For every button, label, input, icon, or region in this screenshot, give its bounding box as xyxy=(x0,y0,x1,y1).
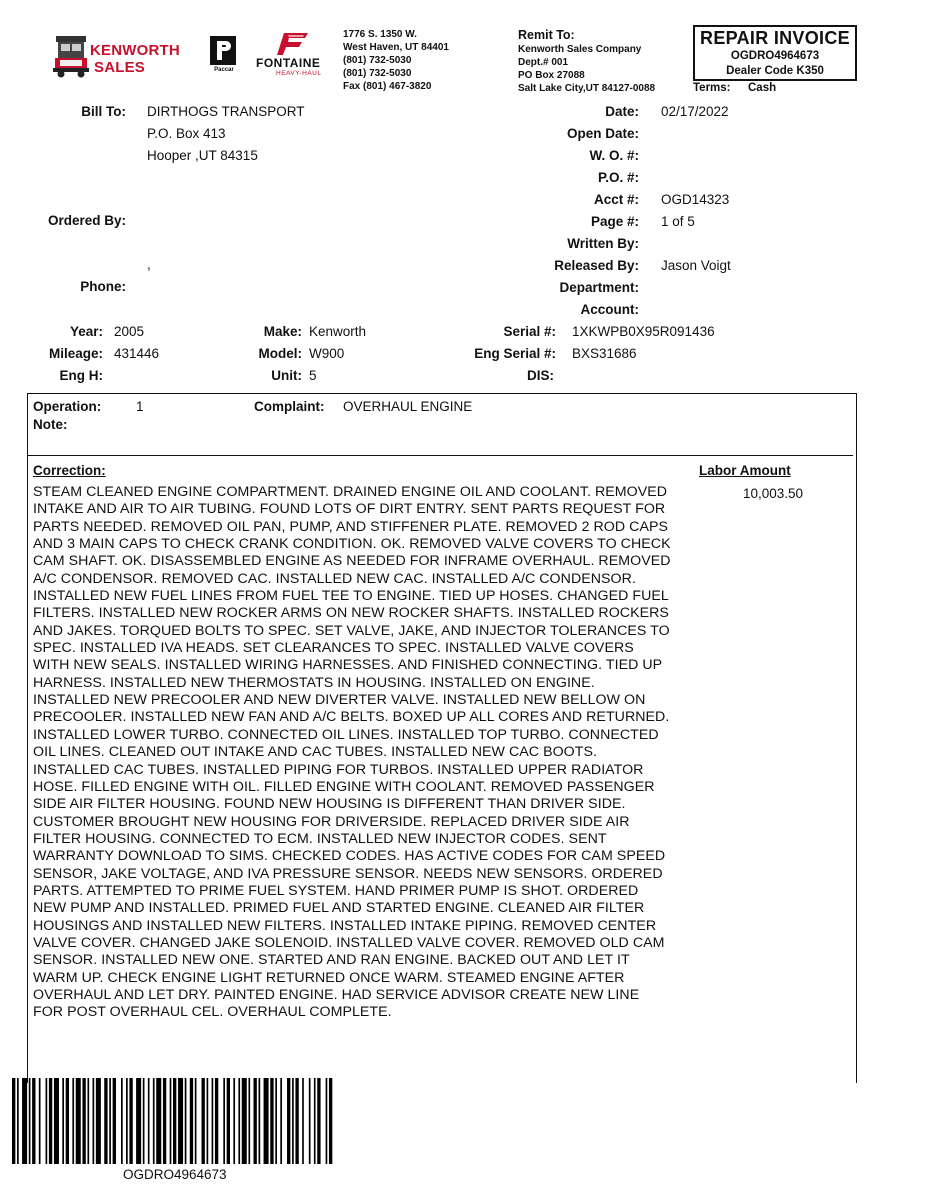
kenworth-sales-logo xyxy=(52,34,182,80)
barcode-bar xyxy=(207,1078,209,1164)
ordered-by-label: Ordered By: xyxy=(47,213,126,228)
barcode-bar xyxy=(46,1078,48,1164)
logo-line1: KENWORTH xyxy=(90,42,180,59)
detail-label-written-by: Written By: xyxy=(567,236,639,251)
barcode-bar xyxy=(326,1078,328,1164)
company-fax: Fax (801) 467-3820 xyxy=(343,81,432,92)
barcode-bar xyxy=(121,1078,123,1164)
barcode-bar xyxy=(87,1078,89,1164)
bill-to-address1: P.O. Box 413 xyxy=(147,126,226,141)
barcode-bar xyxy=(309,1078,311,1164)
barcode-bar xyxy=(148,1078,150,1164)
barcode xyxy=(12,1078,334,1164)
barcode-bar xyxy=(248,1078,250,1164)
barcode-bar xyxy=(163,1078,166,1164)
barcode-bar xyxy=(195,1078,197,1164)
note-label: Note: xyxy=(33,417,68,432)
paccar-label: Paccar xyxy=(214,67,234,73)
detail-label-wo: W. O. #: xyxy=(589,148,639,163)
make-value: Kenworth xyxy=(309,324,367,339)
operation-value: 1 xyxy=(136,399,144,414)
labor-amount-value: 10,003.50 xyxy=(742,486,803,501)
company-phone2: (801) 732-5030 xyxy=(343,68,412,79)
bill-to-address2: Hooper ,UT 84315 xyxy=(147,148,258,163)
detail-value-acct: OGD14323 xyxy=(661,192,730,207)
section-divider xyxy=(27,455,853,456)
mileage-label: Mileage: xyxy=(48,346,103,361)
barcode-bar xyxy=(227,1078,230,1164)
detail-value-released-by: Jason Voigt xyxy=(661,258,731,273)
fontaine-name: FONTAINE xyxy=(256,56,321,70)
barcode-bar xyxy=(153,1078,155,1164)
detail-label-released-by: Released By: xyxy=(554,258,639,273)
fontaine-f-icon xyxy=(274,33,318,55)
barcode-bar xyxy=(17,1078,19,1164)
barcode-bar xyxy=(302,1078,304,1164)
barcode-bar xyxy=(109,1078,111,1164)
barcode-bar xyxy=(190,1078,193,1164)
detail-value-date: 02/17/2022 xyxy=(661,104,729,119)
eng-serial-value: BXS31686 xyxy=(572,346,637,361)
company-address-block xyxy=(343,28,449,93)
barcode-bar xyxy=(254,1078,257,1164)
barcode-bar xyxy=(143,1078,145,1164)
dealer-code: Dealer Code K350 xyxy=(726,65,824,77)
detail-label-account: Account: xyxy=(580,302,639,317)
labor-amount-label: Labor Amount xyxy=(699,463,791,478)
barcode-bar xyxy=(238,1078,240,1164)
barcode-bar xyxy=(113,1078,116,1164)
invoice-title: REPAIR INVOICE xyxy=(700,28,850,48)
terms-label: Terms: xyxy=(693,82,731,94)
detail-value-page: 1 of 5 xyxy=(661,214,695,229)
phone-label: Phone: xyxy=(80,279,126,294)
terms-value: Cash xyxy=(748,82,777,94)
mileage-value: 431446 xyxy=(114,346,160,361)
barcode-bar xyxy=(212,1078,214,1164)
barcode-bar xyxy=(314,1078,316,1164)
detail-label-date: Date: xyxy=(605,104,639,119)
barcode-bar xyxy=(32,1078,35,1164)
year-value: 2005 xyxy=(114,324,145,339)
barcode-bar xyxy=(292,1078,294,1164)
correction-label: Correction: xyxy=(33,463,106,478)
barcode-bar xyxy=(76,1078,81,1164)
barcode-bar xyxy=(12,1078,15,1164)
barcode-bar xyxy=(270,1078,273,1164)
barcode-bar xyxy=(170,1078,172,1164)
remit-line1: Kenworth Sales Company xyxy=(518,44,642,55)
barcode-bar xyxy=(242,1078,247,1164)
barcode-bar xyxy=(66,1078,69,1164)
eng-hours-label: Eng H: xyxy=(59,368,103,383)
unit-label: Unit: xyxy=(271,368,302,383)
company-phone1: (801) 732-5030 xyxy=(343,55,412,66)
barcode-bar xyxy=(62,1078,64,1164)
barcode-bar xyxy=(185,1078,187,1164)
barcode-bar xyxy=(178,1078,183,1164)
barcode-bar xyxy=(259,1078,261,1164)
company-address1: 1776 S. 1350 W. xyxy=(343,29,417,40)
barcode-bar xyxy=(22,1078,27,1164)
detail-label-page: Page #: xyxy=(590,214,639,229)
barcode-bar xyxy=(82,1078,85,1164)
barcode-bar xyxy=(264,1078,269,1164)
repair-invoice-box xyxy=(693,25,857,81)
remit-title: Remit To: xyxy=(518,28,575,42)
serial-label: Serial #: xyxy=(503,324,556,339)
barcode-bar xyxy=(96,1078,101,1164)
barcode-text: OGDRO4964673 xyxy=(123,1167,227,1182)
barcode-bar xyxy=(49,1078,52,1164)
barcode-bar xyxy=(233,1078,235,1164)
serial-value: 1XKWPB0X95R091436 xyxy=(572,324,715,339)
barcode-bar xyxy=(317,1078,320,1164)
unit-value: 5 xyxy=(309,368,317,383)
barcode-bar xyxy=(126,1078,128,1164)
eng-serial-label: Eng Serial #: xyxy=(474,346,556,361)
barcode-bar xyxy=(29,1078,31,1164)
remit-line2: Dept.# 001 xyxy=(518,57,569,68)
barcode-bar xyxy=(223,1078,225,1164)
fontaine-sub: HEAVY-HAUL xyxy=(276,70,322,77)
dis-label: DIS: xyxy=(527,368,554,383)
complaint-value: OVERHAUL ENGINE xyxy=(343,399,473,414)
remit-line4: Salt Lake City,UT 84127-0088 xyxy=(518,83,656,94)
barcode-bar xyxy=(202,1078,205,1164)
barcode-bar xyxy=(104,1078,107,1164)
make-label: Make: xyxy=(263,324,302,339)
model-label: Model: xyxy=(258,346,302,361)
truck-icon xyxy=(52,34,92,78)
barcode-bar xyxy=(129,1078,132,1164)
barcode-bar xyxy=(39,1078,41,1164)
company-address2: West Haven, UT 84401 xyxy=(343,42,449,53)
detail-label-department: Department: xyxy=(559,280,639,295)
bill-to-name: DIRTHOGS TRANSPORT xyxy=(147,104,305,119)
logo-line2: SALES xyxy=(94,59,146,76)
complaint-label: Complaint: xyxy=(254,399,325,414)
fontaine-logo xyxy=(254,33,336,77)
barcode-bar xyxy=(275,1078,277,1164)
barcode-bar xyxy=(136,1078,141,1164)
barcode-bar xyxy=(72,1078,74,1164)
barcode-bar xyxy=(156,1078,161,1164)
detail-label-po: P.O. #: xyxy=(597,170,639,185)
model-value: W900 xyxy=(309,346,345,361)
barcode-bar xyxy=(215,1078,218,1164)
correction-text: STEAM CLEANED ENGINE COMPARTMENT. DRAINED ENGINE OIL AND COOLANT. REMOVED INTAKE AND AIR TO AIR TUBING. FOUND LOTS OF DIRT ENTRY. SENT PARTS REQUEST FOR PARTS NEEDED. REMOVED OIL PAN, PUMP, AND STIFFENER PLATE. REMOVED 2 ROD CAPS AND 3 MAIN CAPS TO CHECK CRANK CONDITION. OK. REMOVED VALVE COVERS TO CHECK CAM SHAFT. OK. DISASSEMBLED ENGINE AS NEEDED FOR INFRAME OVERHAUL. REMOVED A/C CONDENSOR. REMOVED CAC. INSTALLED NEW CAC. INSTALLED A/C CONDENSOR. INSTALLED NEW FUEL LINES FROM FUEL TEE TO ENGINE. TIED UP HOSES. CHANGED FUEL FILTERS. INSTALLED NEW ROCKER ARMS ON NEW ROCKER SHAFTS. INSTALLED ROCKERS AND JAKES. TORQUED BOLTS TO SPEC. SET VALVE, JAKE, AND INJECTOR TOLERANCES TO SPEC. INSTALLED IVA HEADS. SET CLEARANCES TO SPEC. INSTALLED VALVE COVERS WITH NEW SEALS. INSTALLED WIRING HARNESSES. AND FINISHED CONNECTING. TIED UP HARNESS. INSTALLED NEW THERMOSTATS IN HOUSING. INSTALLED ON ENGINE. INSTALLED NEW PRECOOLER AND NEW DIVERTER VALVE. INSTALLED NEW BELLOW ON PRECOOLER. INSTALLED NEW FAN AND A/C BELTS. BOXED UP ALL CORES AND RETURNED. INSTALLED LOWER TURBO. CONNECTED OIL LINES. INSTALLED TOP TURBO. CONNECTED OIL LINES. CLEANED OUT INTAKE AND CAC TUBES. INSTALLED NEW CAC BOOTS. INSTALLED CAC TUBES. INSTALLED PIPING FOR TURBOS. INSTALLED UPPER RADIATOR HOSE. FILLED ENGINE WITH OIL. FILLED ENGINE WITH COOLANT. REMOVED PASSENGER SIDE AIR FILTER HOUSING. FOUND NEW HOUSING IS DIFFERENT THAN DRIVER SIDE. CUSTOMER BROUGHT NEW HOUSING FOR DRIVERSIDE. REPLACED DRIVER SIDE AIR FILTER HOUSING. CONNECTED TO ECM. INSTALLED NEW INJECTOR CODES. SENT WARRANTY DOWNLOAD TO SIMS. CHECKED CODES. HAS ACTIVE CODES FOR CAM SPEED SENSOR, JAKE VOLTAGE, AND IVA PRESSURE SENSOR. NEEDS NEW SENSORS. ORDERED PARTS. ATTEMPTED TO PRIME FUEL SYSTEM. HAND PRIMER PUMP IS SHOT. ORDERED NEW PUMP AND INSTALLED. PRIMED FUEL AND STARTED ENGINE. CLEANED AIR FILTER HOUSINGS AND INSTALLED NEW FILTERS. INSTALLED INTAKE PIPING. REMOVED CENTER VALVE COVER. CHANGED JAKE SOLENOID. INSTALLED VALVE COVER. REMOVED OLD CAM SENSOR. INSTALLED NEW ONE. STARTED AND RAN ENGINE. BACKED OUT AND LET IT WARM UP. CHECK ENGINE LIGHT RETURNED ONCE WARM. STEAMED ENGINE AFTER OVERHAUL AND LET DRY. PAINTED ENGINE. HAD SERVICE ADVISOR CREATE NEW LINE FOR POST OVERHAUL CEL. OVERHAUL COMPLETE. xyxy=(33,484,671,1021)
ordered-by-stray-mark: , xyxy=(147,257,151,272)
barcode-bar xyxy=(287,1078,290,1164)
barcode-bar xyxy=(173,1078,176,1164)
barcode-bar xyxy=(54,1078,59,1164)
barcode-bar xyxy=(93,1078,95,1164)
detail-label-acct: Acct #: xyxy=(593,192,639,207)
detail-label-open-date: Open Date: xyxy=(566,126,639,141)
barcode-bar xyxy=(295,1078,298,1164)
operation-label: Operation: xyxy=(33,399,102,414)
barcode-bar xyxy=(329,1078,332,1164)
remit-line3: PO Box 27088 xyxy=(518,70,585,81)
year-label: Year: xyxy=(69,324,103,339)
remit-block xyxy=(518,28,655,95)
bill-to-label: Bill To: xyxy=(81,104,126,119)
invoice-number: OGDRO4964673 xyxy=(730,50,820,62)
barcode-bar xyxy=(280,1078,282,1164)
paccar-parts-logo xyxy=(208,36,240,76)
